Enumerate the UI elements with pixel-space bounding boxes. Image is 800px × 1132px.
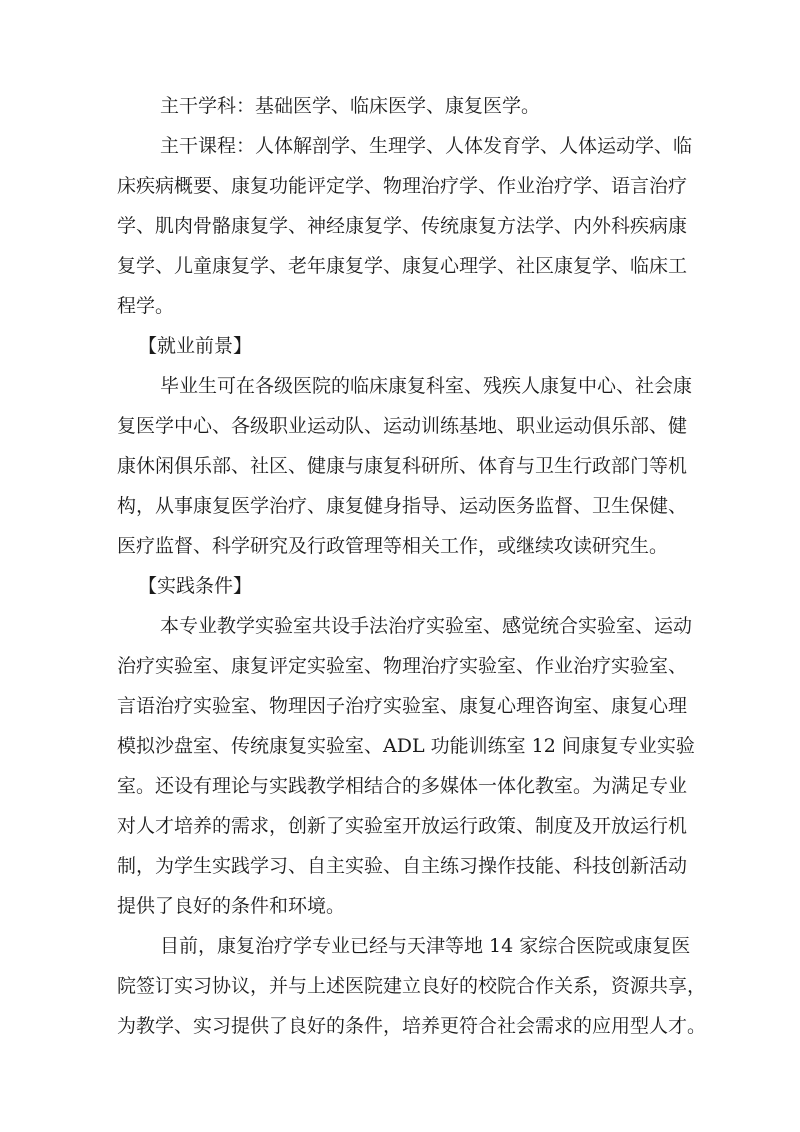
practice-paragraph-line: 对人才培养的需求，创新了实验室开放运行政策、制度及开放运行机 bbox=[117, 815, 688, 837]
cooperation-paragraph-line: 为教学、实习提供了良好的条件，培养更符合社会需求的应用型人才。 bbox=[117, 1015, 707, 1037]
practice-paragraph-line: 本专业教学实验室共设手法治疗实验室、感觉统合实验室、运动 bbox=[160, 615, 693, 637]
practice-paragraph-line: 模拟沙盘室、传统康复实验室、ADL 功能训练室 12 间康复专业实验 bbox=[117, 735, 695, 757]
cooperation-paragraph-line: 目前，康复治疗学专业已经与天津等地 14 家综合医院或康复医 bbox=[160, 935, 691, 957]
employment-paragraph-line: 医疗监督、科学研究及行政管理等相关工作，或继续攻读研究生。 bbox=[117, 535, 669, 557]
section-heading-practice: 【实践条件】 bbox=[138, 575, 253, 597]
employment-paragraph-line: 康休闲俱乐部、社区、健康与康复科研所、体育与卫生行政部门等机 bbox=[117, 455, 688, 477]
employment-paragraph-line: 构，从事康复医学治疗、康复健身指导、运动医务监督、卫生保健、 bbox=[117, 495, 688, 517]
employment-paragraph-line: 复医学中心、各级职业运动队、运动训练基地、职业运动俱乐部、健 bbox=[117, 415, 688, 437]
section-heading-employment: 【就业前景】 bbox=[138, 335, 253, 357]
cooperation-paragraph-line: 院签订实习协议，并与上述医院建立良好的校院合作关系，资源共享， bbox=[117, 975, 707, 997]
main-courses-line: 复学、儿童康复学、老年康复学、康复心理学、社区康复学、临床工 bbox=[117, 255, 688, 277]
practice-paragraph-line: 治疗实验室、康复评定实验室、物理治疗实验室、作业治疗实验室、 bbox=[117, 655, 688, 677]
practice-paragraph-line: 制，为学生实践学习、自主实验、自主练习操作技能、科技创新活动 bbox=[117, 855, 688, 877]
practice-paragraph-line: 室。还设有理论与实践教学相结合的多媒体一体化教室。为满足专业 bbox=[117, 775, 688, 797]
main-subjects-line: 主干学科：基础医学、临床医学、康复医学。 bbox=[160, 95, 541, 117]
main-courses-line: 程学。 bbox=[117, 295, 175, 317]
main-courses-line: 主干课程：人体解剖学、生理学、人体发育学、人体运动学、临 bbox=[160, 135, 693, 157]
practice-paragraph-line: 言语治疗实验室、物理因子治疗实验室、康复心理咨询室、康复心理 bbox=[117, 695, 688, 717]
practice-paragraph-line: 提供了良好的条件和环境。 bbox=[117, 895, 346, 917]
main-courses-line: 学、肌肉骨骼康复学、神经康复学、传统康复方法学、内外科疾病康 bbox=[117, 215, 688, 237]
main-courses-line: 床疾病概要、康复功能评定学、物理治疗学、作业治疗学、语言治疗 bbox=[117, 175, 688, 197]
employment-paragraph-line: 毕业生可在各级医院的临床康复科室、残疾人康复中心、社会康 bbox=[160, 375, 693, 397]
